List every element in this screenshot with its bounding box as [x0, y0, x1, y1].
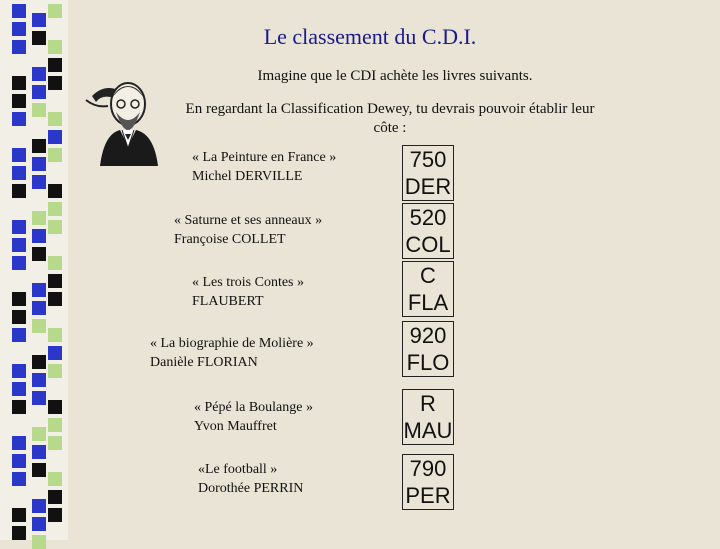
book-item-2	[174, 211, 322, 249]
decorative-square	[12, 4, 26, 18]
decorative-square	[32, 517, 46, 531]
decorative-square	[48, 328, 62, 342]
book-title: « Saturne et ses anneaux »	[174, 213, 323, 228]
book-title: « La biographie de Molière »	[150, 336, 314, 351]
decorative-square	[32, 301, 46, 315]
decorative-square	[32, 103, 46, 117]
decorative-square	[48, 346, 62, 360]
book-item-5	[194, 398, 313, 436]
book-title: «Le football »	[198, 462, 278, 477]
decorative-square	[32, 355, 46, 369]
decorative-square	[12, 184, 26, 198]
decorative-square	[12, 310, 26, 324]
cote-letters: DER	[404, 174, 452, 199]
decorative-square	[32, 211, 46, 225]
decorative-square	[12, 472, 26, 486]
intro-line: Imagine que le CDI achète les livres suivants.	[257, 68, 533, 84]
cote-number: 520	[409, 205, 447, 230]
decorative-square	[32, 139, 46, 153]
decorative-square	[48, 148, 62, 162]
instruction-text: En regardant la Classification Dewey, tu devrais pouvoir établir leur côte :	[185, 101, 595, 136]
decorative-square	[12, 526, 26, 540]
decorative-square	[32, 31, 46, 45]
book-author: Yvon Mauffret	[194, 419, 277, 434]
cote-box-1	[402, 145, 454, 201]
decorative-square	[32, 175, 46, 189]
decorative-square	[32, 157, 46, 171]
cote-letters: FLA	[407, 290, 449, 315]
decorative-square	[12, 148, 26, 162]
decorative-square	[48, 508, 62, 522]
decorative-square	[12, 40, 26, 54]
decorative-square	[32, 391, 46, 405]
decorative-square	[48, 184, 62, 198]
decorative-square	[48, 256, 62, 270]
decorative-square	[12, 112, 26, 126]
decorative-square	[32, 445, 46, 459]
decorative-square	[48, 436, 62, 450]
cote-number: C	[420, 263, 436, 288]
decorative-square	[32, 319, 46, 333]
decorative-square	[12, 436, 26, 450]
decorative-square	[48, 4, 62, 18]
decorative-square	[32, 373, 46, 387]
decorative-square	[32, 67, 46, 81]
decorative-square	[48, 292, 62, 306]
book-item-4	[150, 334, 314, 372]
decorative-square	[48, 202, 62, 216]
book-item-1	[192, 148, 336, 186]
decorative-square	[32, 13, 46, 27]
decorative-square	[12, 364, 26, 378]
decorative-square	[12, 76, 26, 90]
cote-letters: COL	[405, 232, 451, 257]
decorative-square	[48, 58, 62, 72]
decorative-square	[12, 454, 26, 468]
book-author: FLAUBERT	[192, 294, 264, 309]
decorative-square	[32, 499, 46, 513]
decorative-square	[12, 22, 26, 36]
cote-number: 790	[409, 456, 447, 481]
book-title: « La Peinture en France »	[192, 150, 337, 165]
decorative-square	[12, 220, 26, 234]
decorative-square	[32, 229, 46, 243]
cote-box-5	[402, 389, 454, 445]
decorative-square	[48, 76, 62, 90]
cote-box-3	[402, 261, 454, 317]
cote-number: R	[420, 391, 436, 416]
cote-letters: FLO	[406, 350, 450, 375]
book-author: Dorothée PERRIN	[198, 481, 304, 496]
decorative-square	[12, 292, 26, 306]
decorative-square	[48, 130, 62, 144]
decorative-square	[48, 40, 62, 54]
portrait-image	[78, 68, 178, 168]
decorative-square	[12, 94, 26, 108]
decorative-square	[32, 463, 46, 477]
cote-number: 750	[409, 147, 447, 172]
page-title: Le classement du C.D.I.	[263, 24, 477, 49]
decorative-square	[48, 490, 62, 504]
decorative-square	[32, 427, 46, 441]
decorative-square	[48, 418, 62, 432]
decorative-square	[32, 85, 46, 99]
decorative-square	[32, 283, 46, 297]
decorative-square	[48, 472, 62, 486]
decorative-square	[32, 247, 46, 261]
decorative-square	[48, 400, 62, 414]
book-title: « Pépé la Boulange »	[194, 400, 313, 415]
decorative-square	[12, 256, 26, 270]
book-author: Danièle FLORIAN	[150, 355, 258, 370]
cote-box-6	[402, 454, 454, 510]
book-item-3	[192, 273, 304, 311]
decorative-square	[12, 328, 26, 342]
cote-box-2	[402, 203, 454, 259]
decorative-square	[48, 274, 62, 288]
decorative-square	[12, 382, 26, 396]
decorative-square	[12, 166, 26, 180]
decorative-square	[12, 508, 26, 522]
decorative-square	[48, 364, 62, 378]
decorative-square	[12, 400, 26, 414]
cote-letters: MAU	[403, 418, 453, 443]
decorative-square	[32, 535, 46, 549]
decorative-square	[48, 220, 62, 234]
book-author: Michel DERVILLE	[192, 169, 303, 184]
book-item-6	[198, 460, 303, 498]
decorative-square	[12, 238, 26, 252]
cote-letters: PER	[405, 483, 451, 508]
cote-number: 920	[409, 323, 447, 348]
cote-box-4	[402, 321, 454, 377]
book-author: Françoise COLLET	[174, 232, 286, 247]
decorative-square	[48, 112, 62, 126]
book-title: « Les trois Contes »	[192, 275, 304, 290]
